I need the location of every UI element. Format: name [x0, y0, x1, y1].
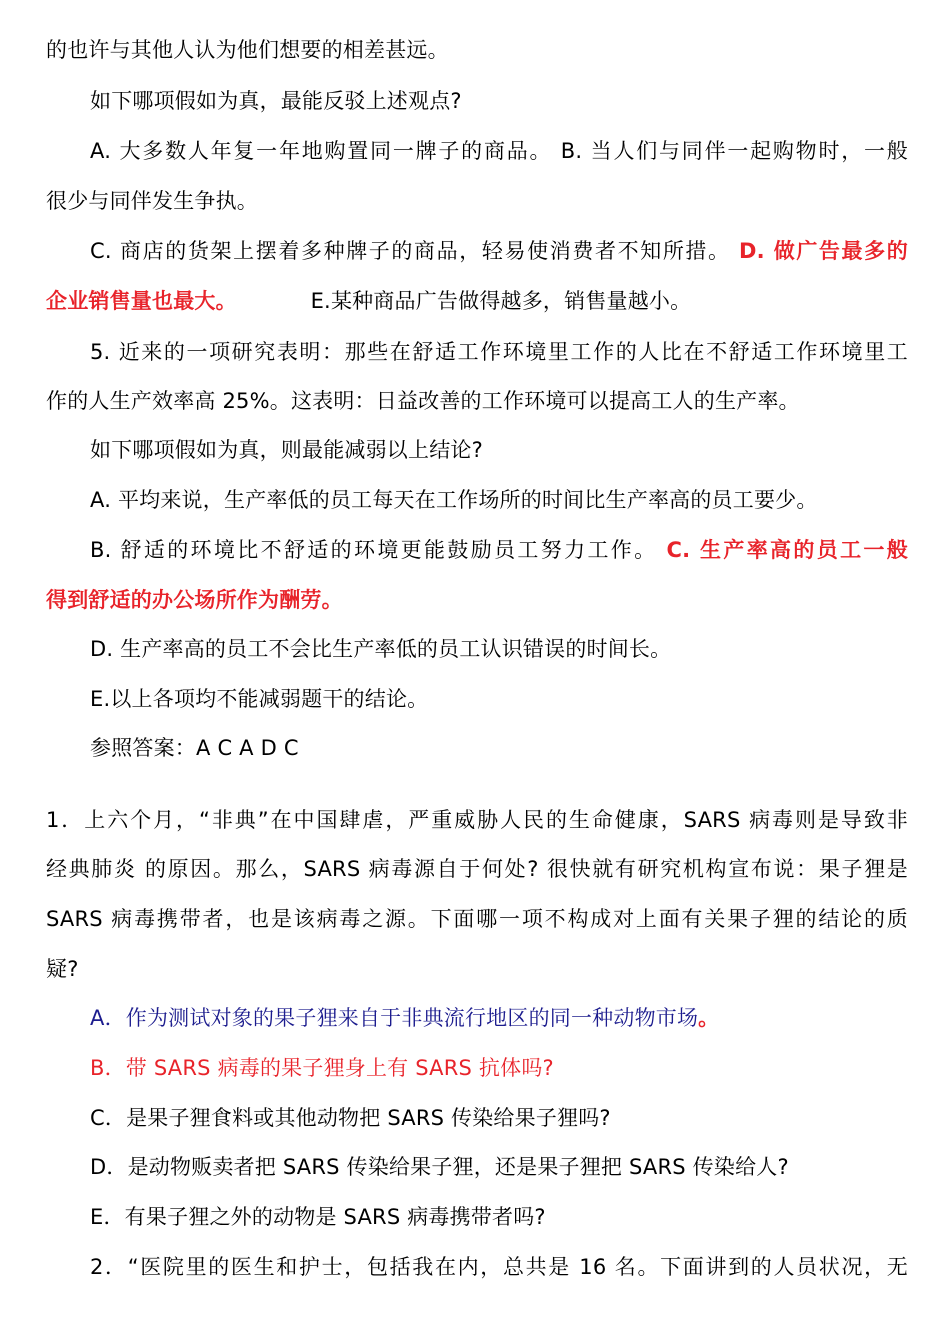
option-line: [90, 234, 908, 268]
question-stem: [46, 384, 908, 418]
question-prompt: [90, 433, 908, 467]
option-b-cont: 很少与同伴发生争执。: [46, 189, 258, 213]
period-mark: 。: [698, 1006, 720, 1030]
question-stem: [46, 952, 908, 986]
text: 作的人生产效率高 25%。这表明：日益改善的工作环境可以提高工人的生产率。: [46, 389, 800, 413]
text: 经典肺炎 的原因。那么，SARS 病毒源自于何处? 很快就有研究机构宣布说：果子狸是: [46, 857, 908, 881]
answer-option-c: C. 生产率高的员工一般: [666, 538, 908, 562]
option-line: [90, 1051, 908, 1085]
question-stem: [90, 335, 908, 369]
question-prompt: [90, 84, 908, 118]
option-a: A. 平均来说，生产率低的员工每天在工作场所的时间比生产率高的员工要少。: [90, 488, 818, 512]
answer-option-d: D. 做广告最多的: [738, 239, 908, 263]
text: 1．上六个月，“非典”在中国肆虐，严重威胁人民的生命健康，SARS 病毒则是导致非: [46, 808, 908, 832]
text: 的也许与其他人认为他们想要的相差甚远。: [46, 38, 449, 62]
option-line: [90, 483, 908, 517]
question-stem: [90, 1250, 908, 1284]
option-line: [90, 134, 908, 168]
option-a: A．作为测试对象的果子狸来自于非典流行地区的同一种动物市场: [90, 1006, 699, 1030]
option-e: E.以上各项均不能减弱题干的结论。: [90, 687, 429, 711]
text: 疑?: [46, 957, 79, 981]
text: 如下哪项假如为真，最能反驳上述观点?: [90, 89, 462, 113]
option-line: [46, 583, 908, 617]
option-line: [90, 682, 908, 716]
option-line: [90, 1200, 908, 1234]
option-d: D．是动物贩卖者把 SARS 传染给果子狸，还是果子狸把 SARS 传染给人?: [90, 1155, 789, 1179]
option-e: E．有果子狸之外的动物是 SARS 病毒携带者吗?: [90, 1205, 546, 1229]
text: 如下哪项假如为真，则最能减弱以上结论?: [90, 438, 483, 462]
option-b: B. 当人们与同伴一起购物时，一般: [560, 139, 908, 163]
option-c: C．是果子狸食料或其他动物把 SARS 传染给果子狸吗?: [90, 1106, 611, 1130]
option-line: [90, 1101, 908, 1135]
option-c: C. 商店的货架上摆着多种牌子的商品，轻易使消费者不知所措。: [90, 239, 731, 263]
option-d: D. 生产率高的员工不会比生产率低的员工认识错误的时间长。: [90, 637, 672, 661]
question-stem: [46, 902, 908, 936]
answer-key: [90, 731, 908, 765]
text: 2．“医院里的医生和护士，包括我在内，总共是 16 名。下面讲到的人员状况，无: [90, 1255, 908, 1279]
answer-option-d-cont: 企业销售量也最大。: [46, 289, 237, 313]
option-line: [46, 184, 908, 218]
option-line: [90, 632, 908, 666]
option-e: E.某种商品广告做得越多，销售量越小。: [310, 289, 692, 313]
option-b: B. 舒适的环境比不舒适的环境更能鼓励员工努力工作。: [90, 538, 658, 562]
text: SARS 病毒携带者，也是该病毒之源。下面哪一项不构成对上面有关果子狸的结论的质: [46, 907, 908, 931]
answer-option-b: B．带 SARS 病毒的果子狸身上有 SARS 抗体吗?: [90, 1056, 554, 1080]
option-line: [90, 533, 908, 567]
question-stem: [46, 803, 908, 837]
option-line: [90, 1001, 908, 1035]
answer-option-c-cont: 得到舒适的办公场所作为酬劳。: [46, 588, 343, 612]
question-stem: [46, 852, 908, 886]
option-line: [46, 284, 908, 318]
text: 参照答案：A C A D C: [90, 736, 299, 760]
paragraph-line: [46, 33, 908, 67]
option-a: A. 大多数人年复一年地购置同一牌子的商品。: [90, 139, 553, 163]
option-line: [90, 1150, 908, 1184]
text: 5. 近来的一项研究表明：那些在舒适工作环境里工作的人比在不舒适工作环境里工: [90, 340, 908, 364]
